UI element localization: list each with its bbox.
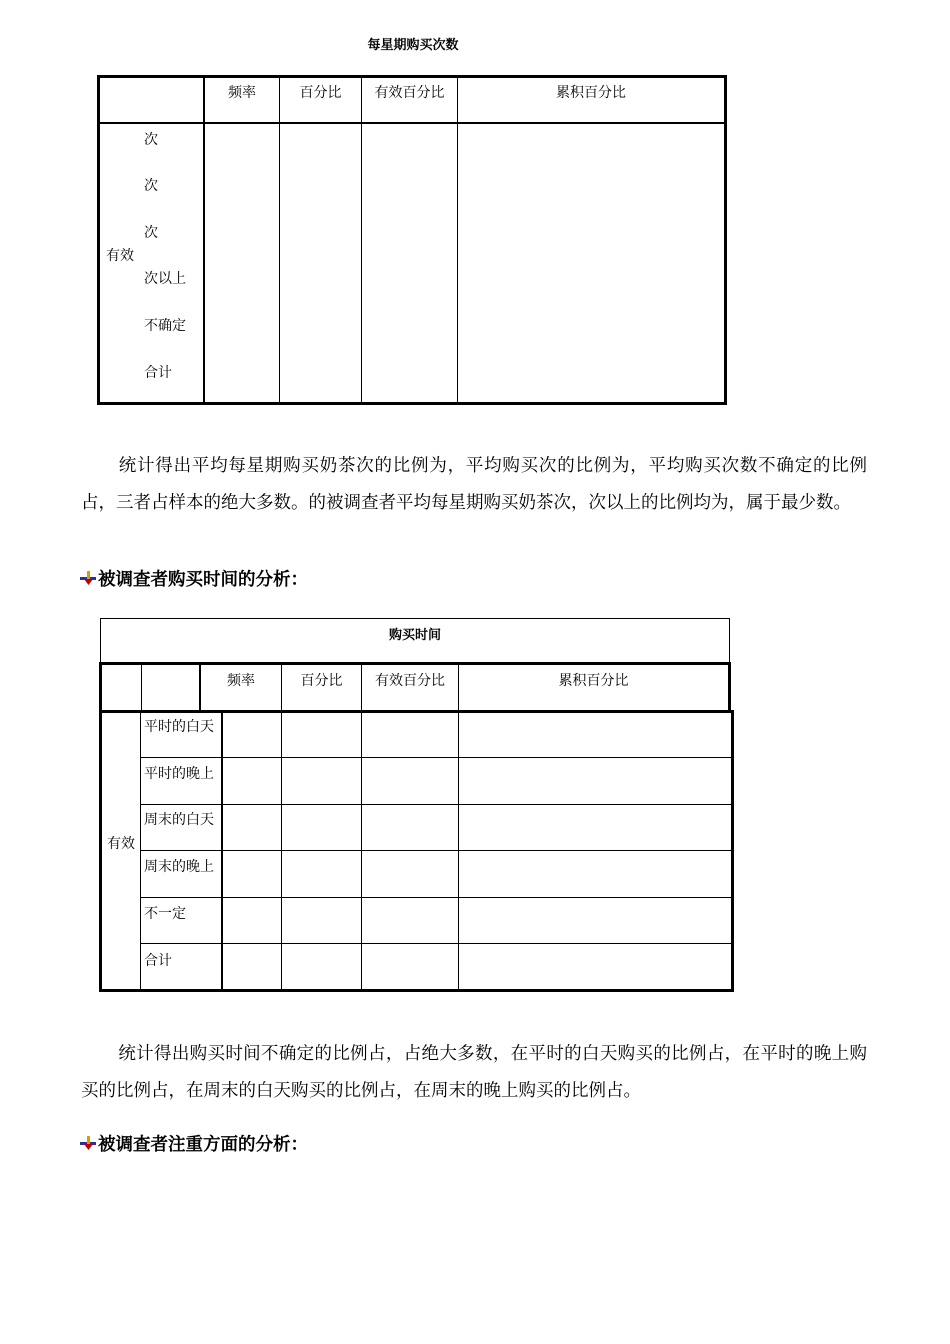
table1-title: 每星期购买次数	[367, 38, 459, 53]
table1-header-percent: 百分比	[299, 85, 342, 101]
section-heading-attention-aspects: 被调查者注重方面的分析：	[80, 1131, 308, 1156]
table2-header-frequency: 频率	[227, 673, 255, 689]
table2-row-label: 不一定	[144, 906, 186, 922]
bullet-arrow-icon	[80, 571, 96, 587]
table1-group-label: 有效	[106, 248, 134, 264]
table2-title: 购买时间	[388, 628, 441, 643]
section-heading-purchase-time: 被调查者购买时间的分析：	[80, 566, 308, 591]
table2-row-label: 周末的白天	[144, 812, 214, 828]
table2-header-valid-percent: 有效百分比	[375, 673, 445, 689]
bullet-arrow-icon	[80, 1136, 96, 1152]
table1-header-cumulative-percent: 累积百分比	[556, 85, 626, 101]
table2-header-percent: 百分比	[300, 673, 343, 689]
table2-header-cumulative-percent: 累积百分比	[558, 673, 629, 689]
table2-row-label: 周末的晚上	[144, 859, 214, 875]
table2-group-label: 有效	[107, 836, 135, 852]
table1-row-label: 次	[144, 178, 158, 194]
paragraph-purchase-frequency: 统计得出平均每星期购买奶茶次的比例为，平均购买次的比例为，平均购买次数不确定的比例占，三者占样本的绝大多数。的被调查者平均每星期购买奶茶次，次以上的比例均为，属于最少数。	[81, 456, 867, 513]
table1-header-valid-percent: 有效百分比	[374, 85, 445, 101]
table1-row-label: 次	[144, 225, 158, 241]
table1-row-label: 合计	[144, 365, 172, 381]
table1-row-label: 次	[144, 132, 158, 148]
table2-row-label: 合计	[144, 953, 172, 969]
table1-row-label: 不确定	[144, 318, 186, 334]
table1-row-label: 次以上	[144, 271, 186, 287]
table2-row-label: 平时的白天	[144, 719, 214, 735]
table2-row-label: 平时的晚上	[144, 766, 214, 782]
paragraph-purchase-time: 统计得出购买时间不确定的比例占，占绝大多数，在平时的白天购买的比例占，在平时的晚上购买的比例占，在周末的白天购买的比例占，在周末的晚上购买的比例占。	[81, 1044, 867, 1101]
table1-header-frequency: 频率	[228, 85, 256, 101]
